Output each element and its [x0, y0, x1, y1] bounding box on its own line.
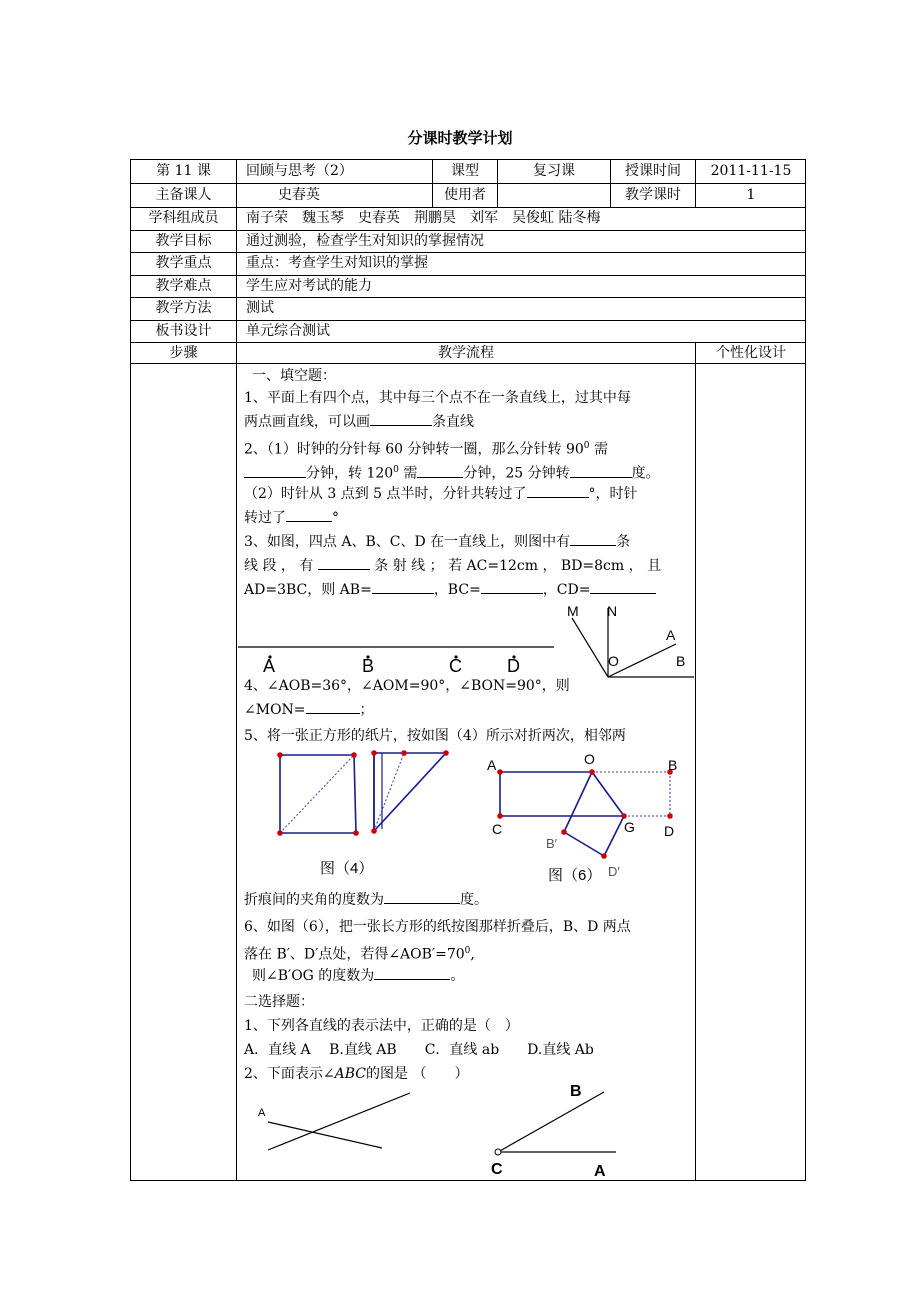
row-value: 重点：考查学生对知识的掌握	[246, 255, 428, 271]
fold-label: O	[584, 751, 595, 767]
question-2-line-1: 2、（1）时钟的分针每 60 分钟转一圈，那么分针转 $90^0$ 需	[244, 441, 608, 458]
column-personal: 个性化设计	[716, 345, 786, 361]
row-value: 测试	[246, 300, 274, 316]
hours-value: 1	[746, 187, 756, 203]
question-4-line-1: 4、∠AOB=36°，∠AOM=90°，∠BON=90°，则	[244, 678, 570, 694]
column-steps: 步骤	[169, 345, 198, 361]
question-3-line-1: 3、如图，四点 A、B、C、D 在一直线上，则图中有 条	[244, 530, 630, 554]
angle-label: N	[607, 603, 618, 619]
question-5-line-1: 5、将一张正方形的纸片，按如图（4）所示对折两次，相邻两	[244, 728, 626, 744]
page-title: 分课时教学计划	[407, 129, 513, 147]
row-label: 教学重点	[155, 255, 212, 271]
question-6-line-2: 落在 B′、D′点处，若得$\angle AOB'=70^0$,	[244, 946, 475, 963]
row-label: 教学难点	[155, 278, 212, 294]
user-label: 使用者	[444, 187, 486, 203]
question-5-line-2: 折痕间的夹角的度数为 度。	[244, 888, 488, 912]
column-flow: 教学流程	[438, 345, 494, 361]
fold-label: C	[492, 821, 503, 837]
question-1-line-1: 1、平面上有四个点，其中每三个点不在一条直线上，过其中每	[244, 390, 631, 406]
row-label: 教学方法	[155, 300, 212, 316]
choice-b-label: A	[594, 1163, 606, 1180]
figure-4-caption: 图（4）	[320, 860, 374, 877]
choice-a-label: A	[258, 1107, 266, 1119]
row-value: 通过测验，检查学生对知识的掌握情况	[246, 233, 484, 249]
point-label: D	[507, 656, 520, 676]
section-multiple-choice: 二选择题：	[244, 994, 314, 1010]
row-label: 学科组成员	[148, 210, 219, 226]
angle-label: B	[676, 653, 686, 669]
angle-label: M	[567, 603, 579, 619]
preparer-value: 史春英	[278, 187, 320, 203]
fold-label: G	[624, 819, 635, 835]
date-label: 授课时间	[625, 163, 681, 179]
point-label: B	[362, 656, 375, 676]
row-value: 学生应对考试的能力	[246, 278, 372, 294]
figure-4-folded-square	[270, 745, 460, 885]
question-6-line-3: 则∠B′OG 的度数为 。	[252, 964, 464, 988]
figure-6-folded-rectangle	[484, 748, 694, 888]
point-label: A	[263, 656, 276, 676]
row-label: 板书设计	[155, 323, 212, 339]
choice-question-1-options: A．直线 A B.直线 AB C．直线 ab D.直线 Ab	[244, 1042, 594, 1058]
choice-question-2: 2、下面表示∠ABC的图是 （ ）	[244, 1066, 469, 1082]
question-1-line-2: 两点画直线，可以画 条直线	[244, 410, 474, 434]
figure-choice-2	[240, 1080, 690, 1180]
question-2-line-3: （2）时针从 3 点到 5 点半时，分针共转过了 °，时针	[244, 482, 638, 506]
fold-label: B′	[546, 836, 558, 851]
question-3-line-2: 线 段 ， 有 条 射 线 ； 若 AC=12cm ， BD=8cm ， 且	[244, 554, 661, 578]
question-3-line-3: AD=3BC，则 AB= ，BC= ，CD=	[244, 578, 656, 602]
type-label: 课型	[451, 163, 479, 179]
fold-label: B	[668, 757, 678, 773]
question-6-line-1: 6、如图（6），把一张长方形的纸按图那样折叠后，B、D 两点	[244, 919, 631, 935]
figure-6-caption: 图（6）	[548, 867, 602, 884]
fold-label: D′	[608, 864, 620, 879]
row-value: 南子荣 魏玉琴 史春英 荆鹏昊 刘军 吴俊虹 陆冬梅	[246, 210, 601, 226]
hours-label: 教学课时	[625, 187, 681, 203]
date-value: 2011-11-15	[710, 163, 792, 179]
angle-label: O	[608, 653, 619, 669]
type-value: 复习课	[533, 163, 575, 179]
choice-b-label: C	[491, 1161, 503, 1178]
question-2-line-2: 分钟，转 $120^0$ 需 分钟，25 分钟转 度。	[244, 458, 660, 486]
question-4-line-2: ∠MON= ；	[244, 698, 374, 722]
user-value	[498, 184, 610, 206]
row-label: 教学目标	[155, 233, 212, 249]
question-2-line-4: 转过了 °	[244, 506, 339, 530]
fold-label: A	[487, 757, 497, 773]
section-fill-in: 一、填空题：	[252, 368, 336, 384]
preparer-label: 主备课人	[155, 187, 212, 203]
fold-label: D	[664, 823, 675, 839]
lesson-number: 第 11 课	[156, 163, 211, 179]
point-label: C	[449, 656, 462, 676]
figure-line-points	[236, 600, 696, 686]
choice-b-label: B	[570, 1083, 582, 1100]
angle-label: A	[666, 627, 676, 643]
lesson-title: 回顾与思考（2）	[246, 163, 353, 179]
choice-question-1: 1、下列各直线的表示法中，正确的是（ ）	[244, 1018, 519, 1034]
row-value: 单元综合测试	[246, 323, 330, 339]
